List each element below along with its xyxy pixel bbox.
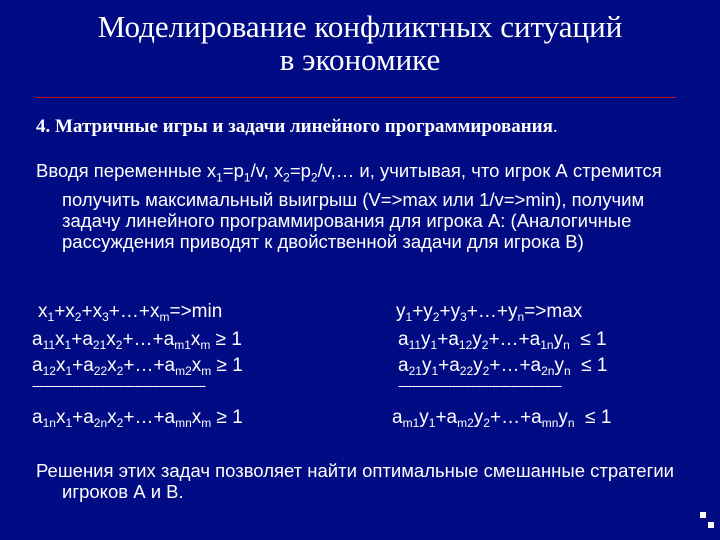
title-divider — [36, 97, 676, 98]
left-objective: $x_1+x_2+x_3+\dots+x_m=>\min$ — [38, 301, 223, 324]
left-dashes: ---------------------------------------------------- — [32, 378, 206, 393]
section-heading-period: . — [552, 116, 558, 137]
left-constraint-2: $a_{12}x_1+a_{22}x_2+\dots+a_{m2}x_m \ge 1$ — [32, 355, 243, 378]
right-dashes: ------------------------------------------------- — [398, 378, 562, 393]
right-objective: $y_1+y_2+y_3+\dots+y_n=>\max$ — [396, 301, 583, 324]
slide-title-line1: Моделирование конфликтных ситуаций — [97, 9, 623, 44]
section-heading-text: Матричные игры и задачи линейного программирования — [55, 116, 553, 137]
outro-text: Решения этих задач позволяет найти оптимальные смешанные стратегии игроков А и В. — [36, 460, 674, 502]
slide-title-line2: в экономике — [279, 42, 441, 77]
outro-paragraph — [36, 460, 696, 502]
right-constraint-1: $a_{11}y_1+a_{12}y_2+\dots+a_{1n}y_n \le 1$ — [398, 329, 607, 352]
right-constraint-n: $a_{m1}y_1+a_{m2}y_2+\dots+a_{mn}y_n \le 1$ — [392, 407, 612, 430]
section-heading — [36, 116, 716, 138]
decorative-bullet — [700, 512, 706, 518]
intro-paragraph: Вводя переменные $x_1=p_1/v$, $x_2=p_2/v,\dots$ и, учитывая, что игрок А стремится получить максимальный выигрыш (V=>max или 1/v=>min), получим задачу линейного программирования для игрока А: (Аналогичные рассуждения приводят к двойственной задачи для игрока В) — [36, 160, 662, 252]
decorative-bullet — [708, 522, 714, 528]
slide-title — [0, 10, 720, 76]
section-number: 4. — [36, 116, 51, 137]
left-constraint-n: $a_{1n}x_1+a_{2n}x_2+\dots+a_{mn}x_m \ge 1$ — [32, 407, 243, 430]
right-constraint-2: $a_{21}y_1+a_{22}y_2+\dots+a_{2n}y_n \le 1$ — [398, 355, 608, 378]
left-constraint-1: $a_{11}x_1+a_{21}x_2+\dots+a_{m1}x_m \ge 1$ — [32, 329, 242, 352]
